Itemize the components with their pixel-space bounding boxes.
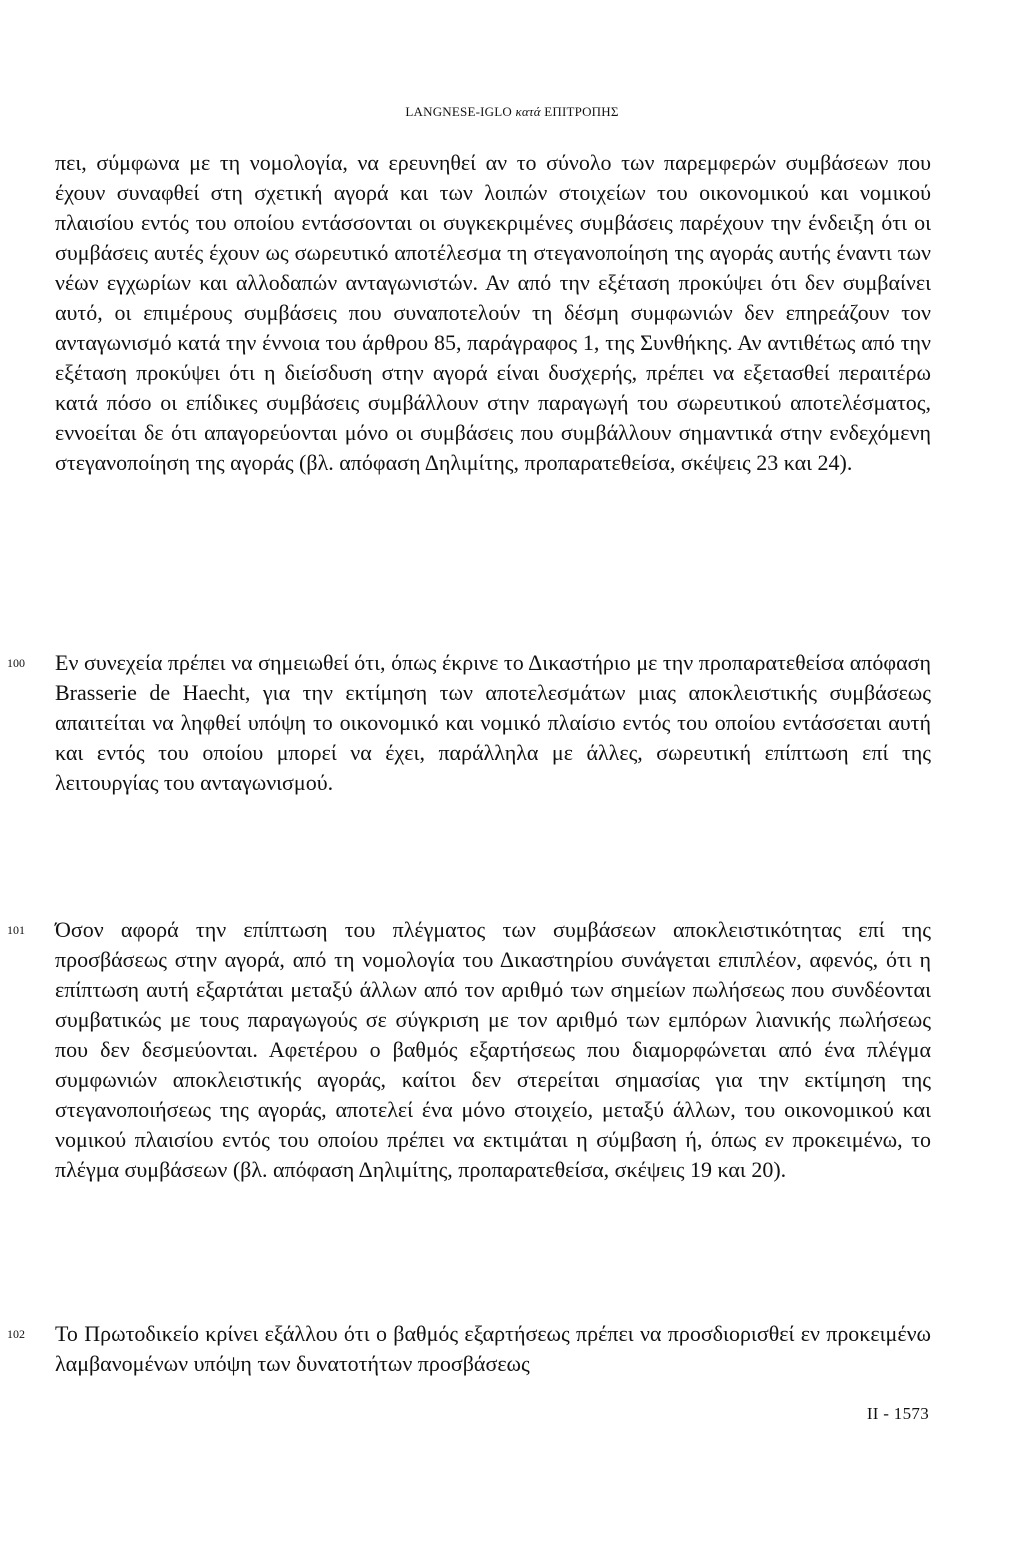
- paragraph-101: Όσον αφορά την επίπτωση του πλέγματος των συμβάσεων αποκλειστικότητας επί της προσβάσεως στην αγορά, από τη νομολογία του Δικαστηρίου συνάγεται επιπλέον, αφενός, ότι η επίπτωση αυτή εξαρτάται μεταξύ άλλων από τον αριθμό των σημείων πωλήσεως που συνδέονται συμβατικώς με τους παραγωγούς σε σύγκριση με τον αριθμό των εμπόρων λιανικής πωλήσεως που δεν δεσμεύονται. Αφετέρου ο βαθμός εξαρτήσεως που διαμορφώνεται από ένα πλέγμα συμφωνιών αποκλειστικής αγοράς, καίτοι δεν στερείται σημασίας για την εκτίμηση της στεγανοποιήσεως της αγοράς, αποτελεί ένα μόνο στοιχείο, μεταξύ άλλων, του οικονομικού και νομικού πλαισίου εντός του οποίου πρέπει να εκτιμάται η σύμβαση ή, όπως εν προκειμένω, το πλέγμα συμβάσεων (βλ. απόφαση Δηλιμίτης, προπαρατεθείσα, σκέψεις 19 και 20).: [55, 917, 931, 1182]
- page-number: II - 1573: [866, 1404, 929, 1423]
- running-header: [0, 104, 1024, 120]
- paragraph-100: Εν συνεχεία πρέπει να σημειωθεί ότι, όπως έκρινε το Δικαστήριο με την προπαρατεθείσα απόφαση Brasserie de Haecht, για την εκτίμηση των αποτελεσμάτων μιας αποκλειστικής συμβάσεως απαιτείται να ληφθεί υπόψη το οικονομικό και νομικό πλαίσιο εντός του οποίου εντάσσεται αυτή και εντός του οποίου μπορεί να έχει, παράλληλα με άλλες, σωρευτική επίπτωση επί της λειτουργίας του ανταγωνισμού.: [55, 650, 931, 795]
- paragraph-number-101: 101: [7, 923, 25, 937]
- header-suffix: ΕΠΙΤΡΟΠΗΣ: [544, 104, 619, 119]
- paragraph-number-102: 102: [7, 1327, 25, 1341]
- paragraph-102: Το Πρωτοδικείο κρίνει εξάλλου ότι ο βαθμός εξαρτήσεως πρέπει να προσδιορισθεί εν προκειμένω λαμβανομένων υπόψη των δυνατοτήτων προσβάσεως: [55, 1321, 931, 1376]
- header-title: LANGNESE-IGLO: [405, 104, 512, 119]
- paragraph-number-100: 100: [7, 656, 25, 670]
- paragraph-continuation: πει, σύμφωνα με τη νομολογία, να ερευνηθεί αν το σύνολο των παρεμφερών συμβάσεων που έχουν συναφθεί στη σχετική αγορά και των λοιπών στοιχείων του οικονομικού και νομικού πλαισίου εντός του οποίου εντάσσονται οι συγκεκριμένες συμβάσεις παρέχουν την ένδειξη ότι οι συμβάσεις αυτές έχουν ως σωρευτικό αποτέλεσμα τη στεγανοποίηση της αγοράς αυτής έναντι των νέων εγχωρίων και αλλοδαπών ανταγωνιστών. Αν από την εξέταση προκύψει ότι δεν συμβαίνει αυτό, οι επιμέρους συμβάσεις που συναποτελούν τη δέσμη συμφωνιών δεν επηρεάζουν τον ανταγωνισμό κατά την έννοια του άρθρου 85, παράγραφος 1, της Συνθήκης. Αν αντιθέτως από την εξέταση προκύψει ότι η διείσδυση στην αγορά είναι δυσχερής, πρέπει να εξετασθεί περαιτέρω κατά πόσο οι επίδικες συμβάσεις συμβάλλουν στην παραγωγή του σωρευτικού αποτελέσματος, εννοείται δε ότι απαγορεύονται μόνο οι συμβάσεις που συμβάλλουν σημαντικά στην ενδεχόμενη στεγανοποίηση της αγοράς (βλ. απόφαση Δηλιμίτης, προπαρατεθείσα, σκέψεις 23 και 24).: [55, 150, 931, 475]
- header-kata: κατά: [515, 104, 541, 119]
